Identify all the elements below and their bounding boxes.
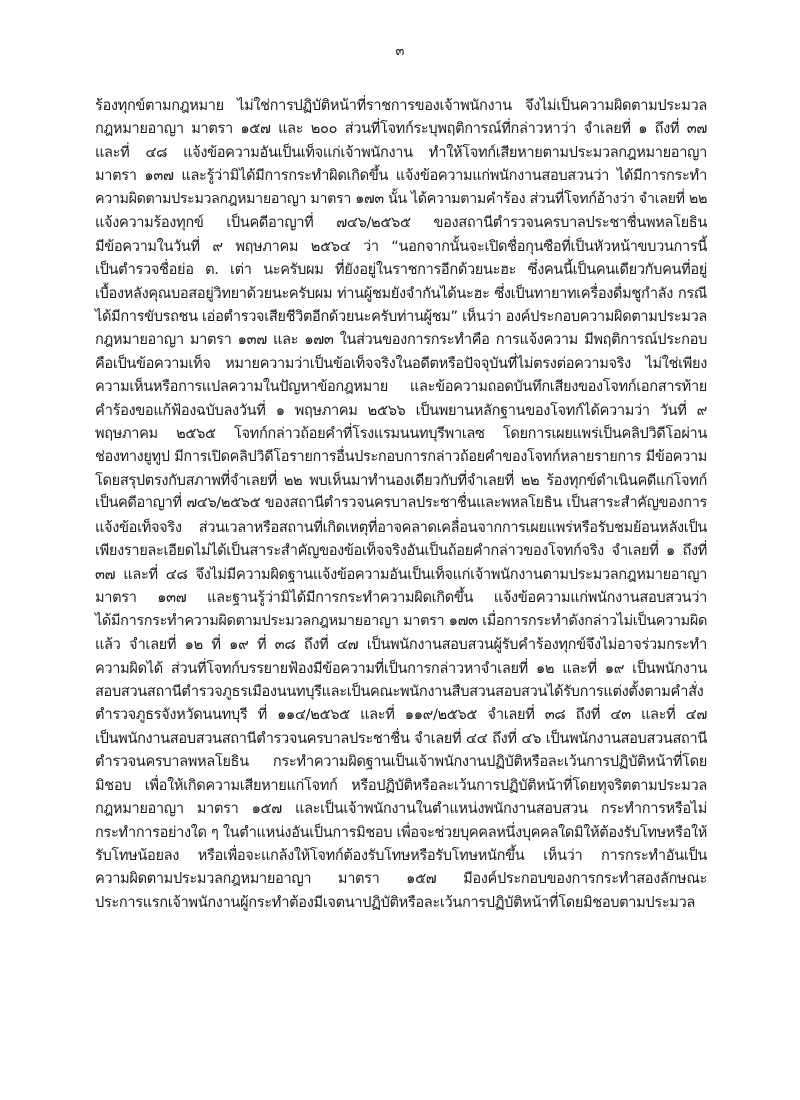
text-line: ความผิดตามประมวลกฎหมายอาญา มาตรา ๑๕๗ มีองค์ประกอบของการกระทำสองลักษณะ bbox=[95, 870, 707, 888]
text-line: ได้มีการขับรถชน เอ่อตำรวจเสียชีวิตอีกด้วยนะครับท่านผู้ชม” เห็นว่า องค์ประกอบความผิดตามประมวล bbox=[95, 307, 707, 325]
text-line: ช่องทางยูทูป มีการเปิดคลิปวิดีโอรายการอื่นประกอบการกล่าวถ้อยคำของโจทก์หลายรายการ มีข้อความ bbox=[95, 448, 707, 465]
text-line: ความผิดตามประมวลกฎหมายอาญา มาตรา ๑๗๓ นั้น ได้ความตามคำร้อง ส่วนที่โจทก์อ้างว่า จำเลยที่ ๒๒ bbox=[95, 190, 707, 207]
text-line: กระทำการอย่างใด ๆ ในตำแหน่งอันเป็นการมิชอบ เพื่อจะช่วยบุคคลหนึ่งบุคคลใดมิให้ต้องรับโทษหรือให้ bbox=[95, 823, 707, 841]
text-line: สอบสวนสถานีตำรวจภูธรเมืองนนทบุรีและเป็นคณะพนักงานสืบสวนสอบสวนได้รับการแต่งตั้งตามคำสั่ง bbox=[95, 682, 704, 700]
page-number: ๓ bbox=[395, 44, 405, 59]
text-line: คือเป็นข้อความเท็จ หมายความว่าเป็นข้อเท็จจริงในอดีตหรือปัจจุบันที่ไม่ตรงต่อความจริง ไม่ใช่เพียง bbox=[95, 354, 707, 372]
text-line: มาตรา ๑๓๗ และรู้ว่ามิได้มีการกระทำผิดเกิดขึ้น แจ้งข้อความแก่พนักงานสอบสวนว่า ได้มีการกระทำ bbox=[95, 167, 707, 185]
text-line: เพียงรายละเอียดไม่ได้เป็นสาระสำคัญของข้อเท็จจริงอันเป็นถ้อยคำกล่าวของโจทก์จริง จำเลยที่ ๑ ถึงที่ bbox=[95, 542, 707, 560]
text-line: พฤษภาคม ๒๕๖๕ โจทก์กล่าวถ้อยคำที่โรงแรมนนทบุรีพาเลซ โดยการเผยแพร่เป็นคลิปวิดีโอผ่าน bbox=[95, 425, 707, 443]
text-line: ตำรวจภูธรจังหวัดนนทบุรี ที่ ๑๑๔/๒๕๖๕ และที่ ๑๑๙/๒๕๖๕ จำเลยที่ ๓๘ ถึงที่ ๔๓ และที่ ๔๗ bbox=[95, 706, 707, 724]
text-line: โดยสรุปตรงกับสภาพที่จำเลยที่ ๒๒ พบเห็นมาทำนองเดียวกับที่จำเลยที่ ๒๒ ร้องทุกข์ดำเนินคดีแก่โจทก์ bbox=[95, 472, 707, 489]
text-line: มีข้อความในวันที่ ๙ พฤษภาคม ๒๕๖๔ ว่า “นอกจากนั้นจะเปิดชื่อกุนซือที่เป็นหัวหน้าขบวนการนี้ bbox=[95, 237, 707, 255]
text-line: แจ้งความร้องทุกข์ เป็นคดีอาญาที่ ๗๔๖/๒๕๖๕ ของสถานีตำรวจนครบาลประชาชื่นพหลโยธิน bbox=[95, 214, 707, 232]
text-line: เป็นคดีอาญาที่ ๗๔๖/๒๕๖๕ ของสถานีตำรวจนครบาลประชาชื่นและพหลโยธิน เป็นสาระสำคัญของการ bbox=[95, 495, 707, 512]
text-line: แจ้งข้อเท็จจริง ส่วนเวลาหรือสถานที่เกิดเหตุที่อาจคลาดเคลื่อนจากการเผยแพร่หรือรับชมย้อนหลังเป็น bbox=[95, 518, 707, 536]
text-line: ตำรวจนครบาลพหลโยธิน กระทำความผิดฐานเป็นเจ้าพนักงานปฏิบัติหรือละเว้นการปฏิบัติหน้าที่โดย bbox=[95, 753, 707, 771]
text-line: เป็นพนักงานสอบสวนสถานีตำรวจนครบาลประชาชื่น จำเลยที่ ๔๔ ถึงที่ ๔๖ เป็นพนักงานสอบสวนสถานี bbox=[95, 729, 707, 747]
text-line: กฎหมายอาญา มาตรา ๑๓๗ และ ๑๗๓ ในส่วนของการกระทำคือ การแจ้งความ มีพฤติการณ์ประกอบ bbox=[95, 331, 707, 349]
text-line: ประการแรกเจ้าพนักงานผู้กระทำต้องมีเจตนาปฏิบัติหรือละเว้นการปฏิบัติหน้าที่โดยมิชอบตามประมวล bbox=[95, 893, 696, 911]
text-line: กฎหมายอาญา มาตรา ๑๕๗ และเป็นเจ้าพนักงานในตำแหน่งพนักงานสอบสวน กระทำการหรือไม่ bbox=[95, 800, 707, 818]
text-line: ๓๗ และที่ ๔๘ จึงไม่มีความผิดฐานแจ้งข้อความอันเป็นเท็จแก่เจ้าพนักงานตามประมวลกฎหมายอาญา bbox=[95, 565, 707, 583]
text-line: ร้องทุกข์ตามกฎหมาย ไม่ใช่การปฏิบัติหน้าที่ราชการของเจ้าพนักงาน จึงไม่เป็นความผิดตามประมวล bbox=[95, 97, 707, 114]
text-line: เบื้องหลังคุณบอสอยู่วิทยาด้วยนะครับผม ท่านผู้ชมยังจำกันได้นะฮะ ซึ่งเป็นทายาทเครื่องดื่มชูกำลัง กรณี bbox=[95, 284, 707, 302]
text-line: ความเห็นหรือการแปลความในปัญหาข้อกฎหมาย และข้อความถอดบันทึกเสียงของโจทก์เอกสารท้าย bbox=[95, 378, 707, 396]
text-line: รับโทษน้อยลง หรือเพื่อจะแกล้งให้โจทก์ต้องรับโทษหรือรับโทษหนักขึ้น เห็นว่า การกระทำอันเป็น bbox=[95, 847, 707, 864]
text-line: เป็นตำรวจชื่อย่อ ต. เต่า นะครับผม ที่ยังอยู่ในราชการอีกด้วยนะฮะ ซึ่งคนนี้เป็นคนเดียวกับคนที่อยู่ bbox=[95, 261, 707, 279]
text-line: ได้มีการกระทำความผิดตามประมวลกฎหมายอาญา มาตรา ๑๗๓ เมื่อการกระทำดังกล่าวไม่เป็นความผิด bbox=[95, 612, 707, 629]
text-line: ความผิดได้ ส่วนที่โจทก์บรรยายฟ้องมีข้อความที่เป็นการกล่าวหาจำเลยที่ ๑๒ และที่ ๑๙ เป็นพนักงาน bbox=[95, 659, 707, 677]
text-line: มิชอบ เพื่อให้เกิดความเสียหายแก่โจทก์ หรือปฏิบัติหรือละเว้นการปฏิบัติหน้าที่โดยทุจริตตามประมวล bbox=[95, 776, 707, 794]
text-line: และที่ ๔๘ แจ้งข้อความอันเป็นเท็จแก่เจ้าพนักงาน ทำให้โจทก์เสียหายตามประมวลกฎหมายอาญา bbox=[95, 143, 707, 161]
document-body bbox=[95, 94, 707, 914]
text-line: คำร้องขอแก้ฟ้องฉบับลงวันที่ ๑ พฤษภาคม ๒๕๖๖ เป็นพยานหลักฐานของโจทก์ได้ความว่า วันที่ ๙ bbox=[95, 401, 707, 419]
text-line: กฎหมายอาญา มาตรา ๑๕๗ และ ๒๐๐ ส่วนที่โจทก์ระบุพฤติการณ์ที่กล่าวหาว่า จำเลยที่ ๑ ถึงที่ ๓๗ bbox=[95, 120, 707, 138]
text-line: แล้ว จำเลยที่ ๑๒ ที่ ๑๙ ที่ ๓๘ ถึงที่ ๔๗ เป็นพนักงานสอบสวนผู้รับคำร้องทุกข์จึงไม่อาจร่วมกระทำ bbox=[95, 636, 707, 654]
text-line: มาตรา ๑๓๗ และฐานรู้ว่ามิได้มีการกระทำความผิดเกิดขึ้น แจ้งข้อความแก่พนักงานสอบสวนว่า bbox=[95, 589, 707, 607]
